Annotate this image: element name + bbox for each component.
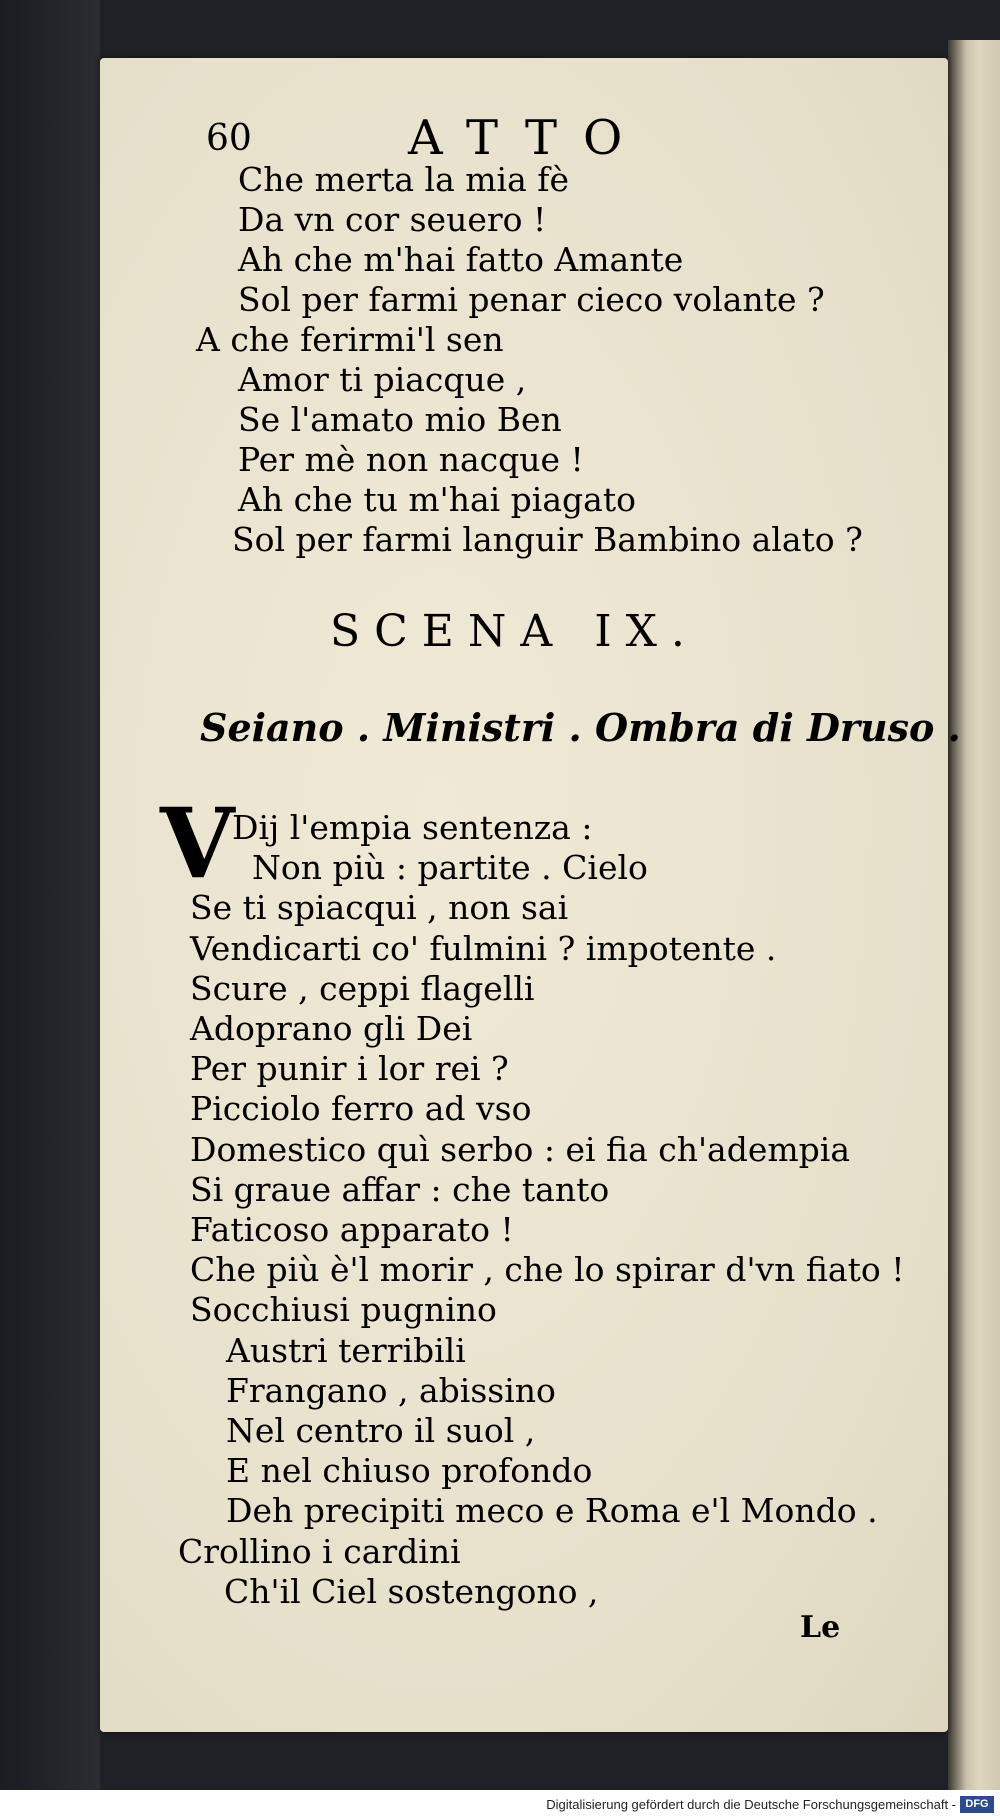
drop-capital: V <box>160 787 235 900</box>
verse-line: Socchiusi pugnino <box>190 1290 497 1329</box>
verse-line: Faticoso apparato ! <box>190 1210 514 1249</box>
facing-page-edge <box>948 40 1000 1800</box>
verse-line: Se l'amato mio Ben <box>238 400 562 439</box>
dfg-logo: DFG <box>960 1796 994 1813</box>
running-title: ATTO <box>408 110 649 166</box>
catchword: Le <box>800 1610 841 1645</box>
verse-line: Scure , ceppi flagelli <box>190 969 535 1008</box>
digitization-credit: Digitalisierung gefördert durch die Deutsche Forschungsgemeinschaft - <box>546 1797 956 1812</box>
verse-line: Ah che m'hai fatto Amante <box>238 240 684 279</box>
verse-line: Sol per farmi penar cieco volante ? <box>238 280 825 319</box>
verse-line: Amor ti piacque , <box>238 360 527 399</box>
verse-line: Frangano , abissino <box>226 1371 556 1410</box>
verse-line: Che merta la mia fè <box>238 160 570 199</box>
verse-line: Domestico quì serbo : ei fia ch'adempia <box>190 1130 851 1169</box>
verse-line: A che ferirmi'l sen <box>196 320 504 359</box>
verse-line: E nel chiuso profondo <box>226 1451 593 1490</box>
verse-line: Per mè non nacque ! <box>238 440 584 479</box>
background-dark-left <box>0 0 100 1820</box>
verse-line: Che più è'l morir , che lo spirar d'vn fiato ! <box>190 1250 905 1289</box>
verse-line: Dij l'empia sentenza : <box>232 808 593 847</box>
verse-line: Deh precipiti meco e Roma e'l Mondo . <box>226 1491 878 1530</box>
verse-line: Se ti spiacqui , non sai <box>190 888 569 927</box>
verse-line: Ah che tu m'hai piagato <box>238 480 636 519</box>
verse-line: Picciolo ferro ad vso <box>190 1089 532 1128</box>
verse-line: Crollino i cardini <box>178 1532 461 1571</box>
footer-bar <box>0 1790 1000 1820</box>
verse-line: Per punir i lor rei ? <box>190 1049 509 1088</box>
verse-line: Non più : partite . Cielo <box>252 848 648 887</box>
verse-line: Nel centro il suol , <box>226 1411 536 1450</box>
verse-line: Si graue affar : che tanto <box>190 1170 610 1209</box>
scene-heading: SCENA IX. <box>330 606 699 657</box>
verse-line: Adoprano gli Dei <box>190 1009 473 1048</box>
verse-line: Ch'il Ciel sostengono , <box>224 1572 599 1611</box>
verse-line: Vendicarti co' fulmini ? impotente . <box>190 929 777 968</box>
character-list: Seiano . Ministri . Ombra di Druso . <box>200 705 961 750</box>
verse-line: Austri terribili <box>226 1331 466 1370</box>
page-number: 60 <box>206 118 252 159</box>
verse-line: Sol per farmi languir Bambino alato ? <box>232 520 863 559</box>
verse-line: Da vn cor seuero ! <box>238 200 547 239</box>
